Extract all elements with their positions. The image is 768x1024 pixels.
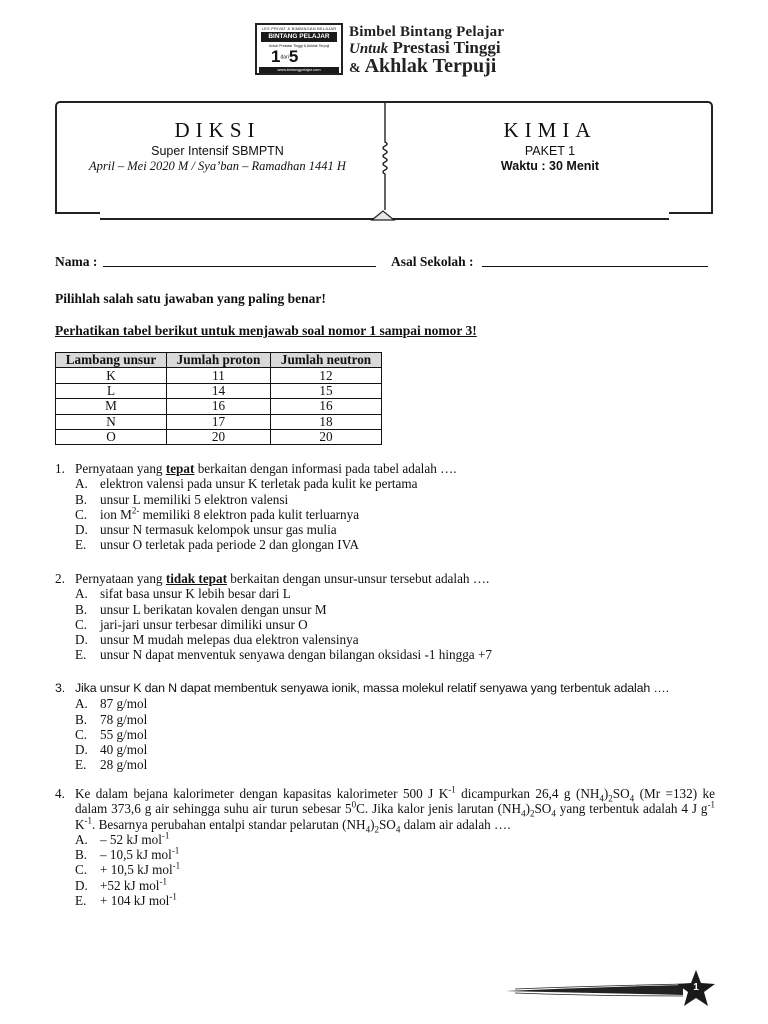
answer-option-a[interactable]: A. 87 g/mol: [75, 696, 148, 712]
table-cell: 15: [271, 383, 382, 398]
question-3: [55, 681, 715, 773]
table-cell: M: [56, 399, 167, 414]
table-cell: 17: [167, 414, 271, 429]
answer-option-e[interactable]: E. unsur O terletak pada periode 2 dan glongan IVA: [75, 537, 360, 553]
question-stem: 2. Pernyataan yang tidak tepat berkaitan dengan unsur-unsur tersebut adalah ….: [55, 571, 490, 586]
answer-option-a[interactable]: A. sifat basa unsur K lebih besar dari L: [75, 586, 291, 602]
table-cell: L: [56, 383, 167, 398]
header-triangle-icon: [370, 210, 396, 222]
element-table: [55, 352, 382, 445]
table-header: Jumlah neutron: [271, 353, 382, 368]
table-cell: N: [56, 414, 167, 429]
logo-top-text: LES PRIVAT & BIMBINGAN BELAJAR: [261, 26, 337, 31]
answer-option-c[interactable]: C. 55 g/mol: [75, 726, 148, 742]
logo-number: 1dari5: [271, 47, 299, 66]
answer-option-c[interactable]: C. ion $M^{2-}$ memiliki 8 elektron pada kulit terluarnya: [75, 505, 360, 522]
table-header: Lambang unsur: [56, 353, 167, 368]
table-row: [56, 368, 382, 383]
answer-option-b[interactable]: B. – 10,5 kJ mol$^{-1}$: [75, 845, 180, 863]
logo-name: BINTANG PELAJAR: [261, 32, 337, 42]
table-cell: 16: [167, 399, 271, 414]
answer-option-b[interactable]: B. unsur L memiliki 5 elektron valensi: [75, 491, 289, 507]
answer-option-d[interactable]: D. +52 kJ mol$^{-1}$: [75, 876, 167, 893]
table-cell: 14: [167, 383, 271, 398]
answer-option-d[interactable]: D. 40 g/mol: [75, 742, 148, 758]
table-cell: K: [56, 368, 167, 383]
answer-option-b[interactable]: B. 78 g/mol: [75, 711, 148, 727]
nama-field[interactable]: [103, 266, 376, 267]
question-stem: 3. Jika unsur K dan N dapat membentuk senyawa ionik, massa molekul relatif senyawa yang terbentuk adalah ….: [55, 681, 669, 695]
table-row: [56, 383, 382, 398]
header-left-subtitle: Super Intensif SBMPTN: [151, 144, 284, 158]
header-right-time: Waktu : 30 Menit: [500, 159, 600, 173]
table-cell: 12: [271, 368, 382, 383]
table-row: [56, 429, 382, 444]
header-rule-left: [55, 212, 100, 214]
table-header-row: [56, 353, 382, 368]
answer-option-b[interactable]: B. unsur L berikatan kovalen dengan unsur M: [75, 601, 327, 617]
answer-option-d[interactable]: D. unsur M mudah melepas dua elektron valensinya: [75, 632, 359, 648]
brand-logo: [255, 23, 343, 75]
page-number: 1: [693, 982, 699, 993]
table-cell: O: [56, 429, 167, 444]
brand-slogan-2: & Akhlak Terpuji: [349, 55, 497, 77]
header-left-date: April – Mei 2020 M / Sya’ban – Ramadhan 1441 H: [89, 159, 346, 173]
table-cell: 20: [271, 429, 382, 444]
question-stem: 4. Ke dalam bejana kalorimeter dengan kapasitas kalorimeter 500 J $K^{-1}$ dicampurkan 26,4 g $(NH_4)_2SO_4$ (Mr =132) ke dalam 373,6 g air sehingga suhu air turun sebesar $5^0C$. Jika kalor jenis larutan $(NH_4)_2SO_4$ yang terbentuk adalah 4 J $g^{-1}$ $K^{-1}$. Besarnya perubahan entalpi standar pelarutan $(NH_4)_2SO_4$ dalam air adalah ….: [55, 784, 715, 835]
table-cell: 11: [167, 368, 271, 383]
table-row: [56, 399, 382, 414]
table-cell: 16: [271, 399, 382, 414]
answer-option-e[interactable]: E. unsur N dapat menventuk senyawa dengan bilangan oksidasi -1 hingga +7: [75, 647, 492, 663]
header-rule-right: [669, 212, 713, 214]
main-instruction: Pilihlah salah satu jawaban yang paling benar!: [55, 291, 326, 306]
asal-sekolah-label: Asal Sekolah :: [391, 254, 474, 269]
answer-option-e[interactable]: E. + 104 kJ mol$^{-1}$: [75, 891, 177, 909]
question-4: [55, 786, 715, 908]
asal-sekolah-field[interactable]: [482, 266, 708, 267]
answer-option-c[interactable]: C. + 10,5 kJ mol$^{-1}$: [75, 861, 181, 878]
table-row: [56, 414, 382, 429]
answer-option-a[interactable]: A. – 52 kJ mol$^{-1}$: [75, 830, 170, 847]
header-right-title: KIMIA: [503, 118, 597, 142]
answer-option-c[interactable]: C. jari-jari unsur terbesar dimiliki unsur O: [75, 616, 308, 632]
answer-option-a[interactable]: A. elektron valensi pada unsur K terletak pada kulit ke pertama: [75, 476, 418, 492]
nama-label: Nama :: [55, 254, 98, 269]
header-left-title: DIKSI: [174, 118, 261, 142]
brand-name: Bimbel Bintang Pelajar: [349, 24, 505, 40]
table-instruction: Perhatikan tabel berikut untuk menjawab soal nomor 1 sampai nomor 3!: [55, 323, 477, 338]
logo-tagline: Untuk Prestasi Tinggi & Akhlak Terpuji: [268, 44, 330, 48]
answer-option-e[interactable]: E. 28 g/mol: [75, 757, 148, 773]
table-cell: 18: [271, 414, 382, 429]
header-right-subtitle: PAKET 1: [524, 144, 576, 158]
brand-slogan-1: Untuk Prestasi Tinggi: [349, 38, 501, 57]
question-stem: 1. Pernyataan yang tepat berkaitan dengan informasi pada tabel adalah ….: [55, 461, 457, 476]
question-2: [55, 571, 715, 663]
table-header: Jumlah proton: [167, 353, 271, 368]
table-cell: 20: [167, 429, 271, 444]
answer-option-d[interactable]: D. unsur N termasuk kelompok unsur gas mulia: [75, 522, 337, 538]
question-1: [55, 461, 715, 553]
logo-website: www.bintangpelajar.com: [259, 67, 339, 73]
